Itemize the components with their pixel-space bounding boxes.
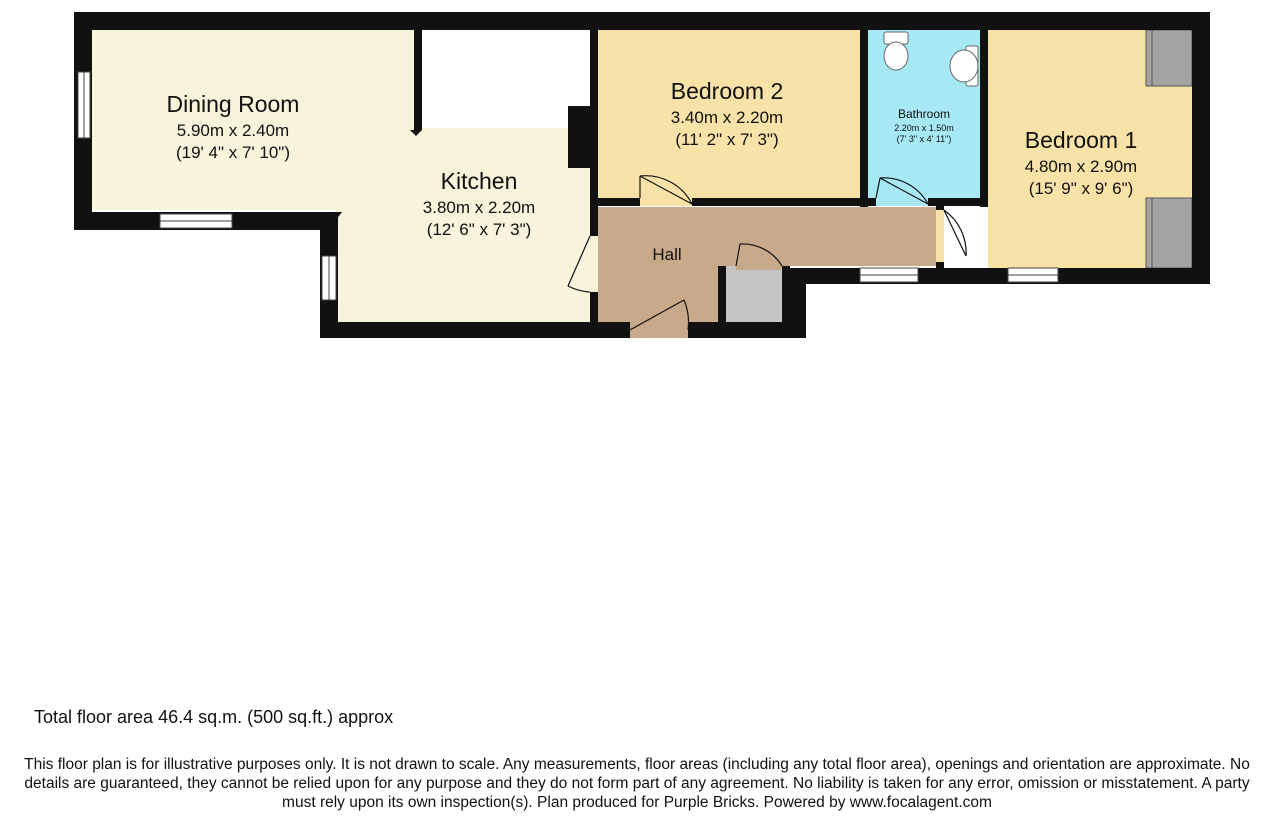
door-bedroom-1 <box>936 210 966 262</box>
dining-room-imperial: (19' 4" x 7' 10") <box>175 143 291 162</box>
bedroom-2-metric: 3.40m x 2.20m <box>670 108 784 127</box>
kitchen-name: Kitchen <box>440 168 518 194</box>
bedroom-2-imperial: (11' 2" x 7' 3") <box>675 130 779 149</box>
floor-plan <box>0 0 1274 360</box>
bedroom-1-name: Bedroom 1 <box>1024 127 1138 153</box>
bathroom-imperial: (7' 3" x 4' 11") <box>896 134 952 144</box>
wardrobe-top <box>1146 30 1192 86</box>
bedroom-1-imperial: (15' 9" x 9' 6") <box>1028 179 1134 198</box>
disclaimer: This floor plan is for illustrative purposes only. It is not drawn to scale. Any measurements, floor areas (including any total floor area), openings and orientation are approximate. No details are guaranteed, they cannot be relied upon for any purpose and they do not form part of any agreement. No liability is taken for any error, omission or misstatement. A party must rely upon its own inspection(s). Plan produced for Purple Bricks. Powered by www.focalagent.com <box>24 756 1250 811</box>
cupboard <box>726 266 788 322</box>
wardrobe-bottom <box>1146 198 1192 268</box>
kitchen-metric: 3.80m x 2.20m <box>422 198 536 217</box>
bedroom-2-name: Bedroom 2 <box>670 78 784 104</box>
total-floor-area: Total floor area 46.4 sq.m. (500 sq.ft.) approx <box>34 707 394 727</box>
dining-room-name: Dining Room <box>166 91 300 117</box>
bathroom-name: Bathroom <box>897 107 951 121</box>
dining-room-metric: 5.90m x 2.40m <box>176 121 290 140</box>
toilet-icon <box>884 32 908 70</box>
kitchen-imperial: (12' 6" x 7' 3") <box>426 220 532 239</box>
bedroom-1-metric: 4.80m x 2.90m <box>1024 157 1138 176</box>
hall-name: Hall <box>652 245 682 264</box>
bathroom-metric: 2.20m x 1.50m <box>894 123 954 133</box>
